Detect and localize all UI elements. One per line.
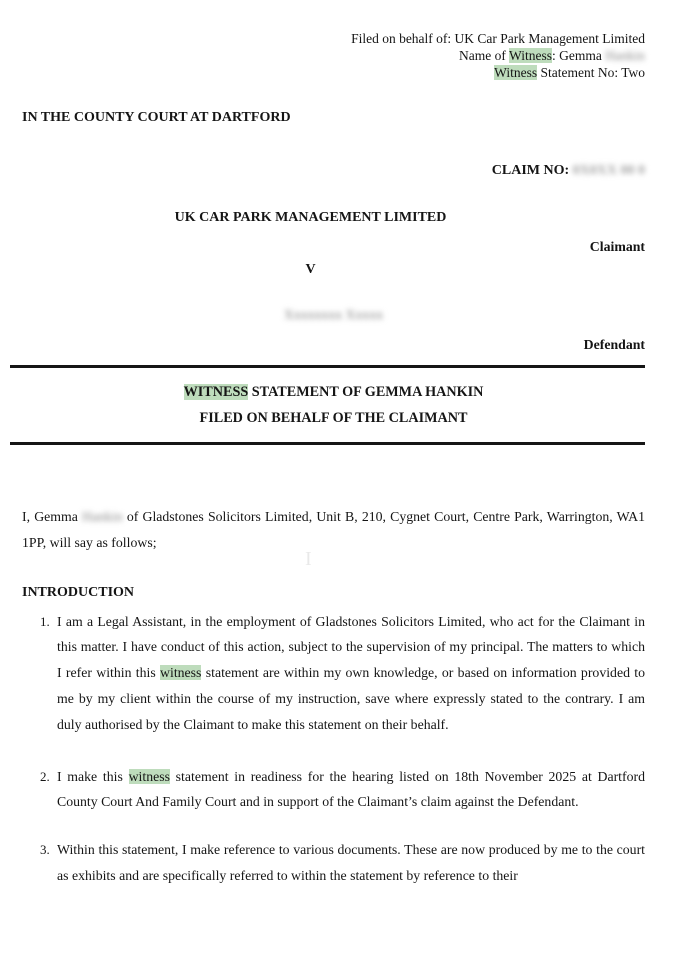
paragraph-1: [22, 609, 645, 738]
divider-rule-top: [10, 365, 645, 368]
witness-surname-redacted: Hankin: [605, 48, 645, 63]
document-title-rest: STATEMENT OF GEMMA HANKIN: [248, 384, 484, 400]
divider-rule-bottom: [10, 442, 645, 445]
text-cursor-ibeam: I: [305, 548, 312, 570]
witness-highlight: WITNESS: [183, 384, 249, 400]
claim-number-label: CLAIM NO:: [491, 163, 573, 178]
paragraph-text: [57, 837, 645, 889]
paragraph-number: 2.: [40, 768, 50, 784]
paragraph-number: 1.: [40, 613, 50, 629]
opening-surname-redacted: Hankin: [82, 509, 123, 524]
introduction-heading: INTRODUCTION: [22, 584, 135, 600]
claim-number-redacted: 0X0XX 00 0: [572, 163, 645, 178]
filed-on-behalf-line: Filed on behalf of: UK Car Park Management Limited: [351, 31, 645, 46]
paragraph-pre: I am a Legal Assistant, in the employment of Gladstones Solicitors Limited, who act for the Claimant in this matter. I have conduct of this action, subject to the supervision of my principal. The matters to which I refer within this: [57, 613, 645, 681]
witness-highlight: Witness: [509, 48, 552, 63]
opening-post: of Gladstones Solicitors Limited, Unit B, 210, Cygnet Court, Centre Park, Warrington, WA1 1PP, will say as follows;: [22, 509, 645, 550]
statement-no-text: Statement No: Two: [537, 65, 645, 80]
document-title-block: [22, 379, 645, 431]
witness-highlight: witness: [160, 665, 202, 681]
paragraph-3: [22, 837, 645, 889]
name-of-witness-pre: Name of: [459, 48, 510, 63]
defendant-name-redacted: Xxxxxxxx Xxxxx: [283, 307, 384, 322]
court-name: IN THE COUNTY COURT AT DARTFORD: [22, 110, 291, 125]
paragraph-text: [57, 764, 645, 816]
versus-marker: V: [305, 262, 316, 277]
witness-highlight: witness: [128, 768, 170, 784]
name-of-witness-mid: : Gemma: [552, 48, 606, 63]
paragraph-number: 3.: [40, 842, 50, 858]
paragraph-2: [22, 764, 645, 816]
defendant-name-line: [22, 306, 645, 323]
opening-pre: I, Gemma: [22, 509, 83, 524]
claimant-name: UK CAR PARK MANAGEMENT LIMITED: [174, 210, 447, 225]
paragraph-post: statement are within my own knowledge, or based on information provided to me by my client within the course of my instruction, save where expressly stated to the contrary. I am duly authorised by the Claimant to make this statement on their behalf.: [57, 665, 646, 732]
defendant-role-label: Defendant: [583, 337, 645, 352]
document-title-line1: [22, 379, 645, 405]
paragraph-pre: I make this: [57, 768, 129, 784]
document-title-line2: FILED ON BEHALF OF THE CLAIMANT: [199, 410, 468, 426]
witness-highlight: Witness: [494, 65, 538, 80]
opening-statement: [22, 504, 645, 556]
numbered-paragraph-list: [22, 609, 645, 889]
paragraph-text: [57, 609, 645, 738]
paragraph-post: statement in readiness for the hearing listed on 18th November 2025 at Dartford County Court And Family Court and in support of the Claimant’s claim against the Defendant.: [57, 768, 645, 810]
name-of-witness-line: [22, 47, 645, 64]
filing-header: [22, 30, 645, 81]
statement-no-line: [22, 64, 645, 81]
claimant-role-label: Claimant: [589, 239, 645, 254]
claim-number-line: [22, 162, 645, 179]
paragraph-pre: Within this statement, I make reference to various documents. These are now produced by me to the court as exhibits and are specifically referred to within the statement by reference to their: [57, 842, 645, 883]
